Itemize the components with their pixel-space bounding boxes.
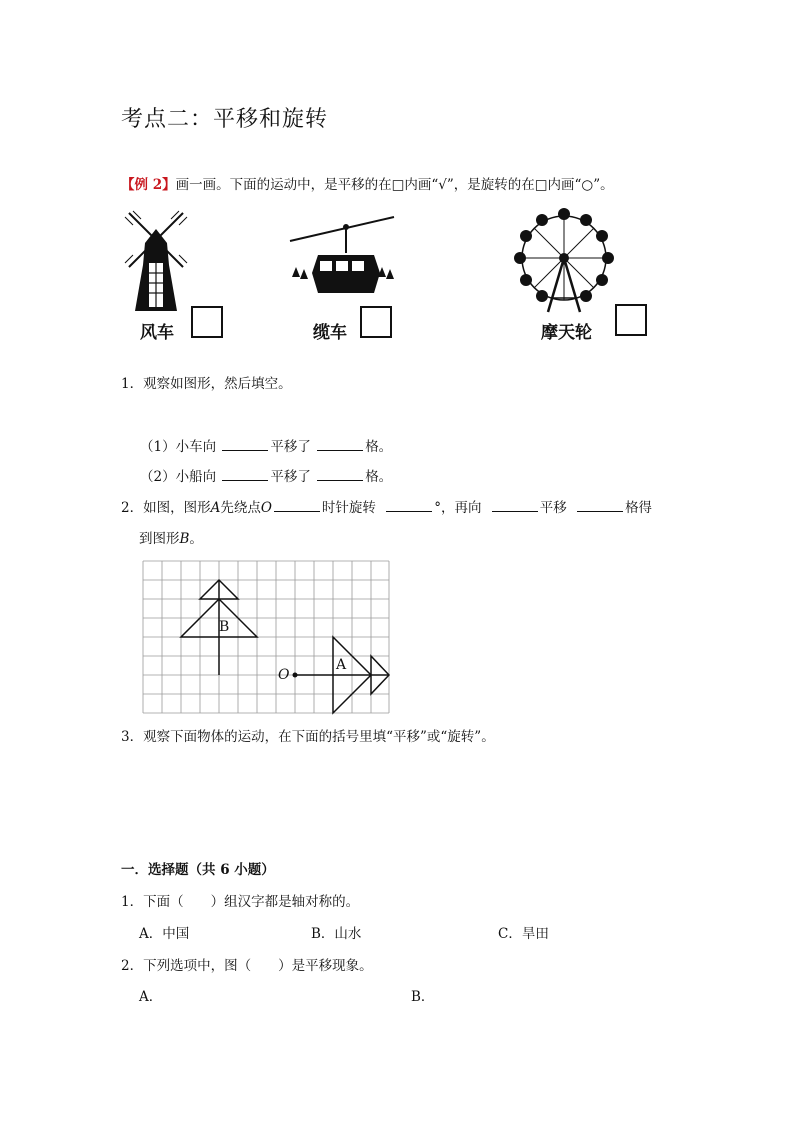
grid-label-a: A xyxy=(336,657,347,673)
question-number: 1． xyxy=(121,376,144,392)
question-text: 观察如图形，然后填空。 xyxy=(143,376,292,392)
q2-text-a: 如图，图形 xyxy=(143,500,211,516)
shape-b-label: B xyxy=(179,531,190,547)
ferris-wheel-figure xyxy=(508,206,618,316)
sub-end: 格。 xyxy=(365,439,393,455)
question-number: 2． xyxy=(121,958,144,974)
q2-text-f: 格得 xyxy=(625,500,653,516)
direction-blank[interactable] xyxy=(222,467,268,481)
question-2-line-1 xyxy=(121,498,652,517)
question-number: 2． xyxy=(121,500,144,516)
sub-mid: 平移了 xyxy=(270,439,311,455)
question-text: 观察下面物体的运动，在下面的括号里填“平移”或“旋转”。 xyxy=(143,729,495,745)
degree-blank[interactable] xyxy=(386,498,432,512)
windmill-figure xyxy=(121,207,191,317)
section-heading: 一．选择题（共 6 小题） xyxy=(121,862,275,878)
grid-count-blank[interactable] xyxy=(317,437,363,451)
grid-count-blank[interactable] xyxy=(317,467,363,481)
sub-mid: 平移了 xyxy=(270,469,311,485)
point-o-label: O xyxy=(260,500,272,516)
question-3 xyxy=(121,728,495,746)
question-number: 1． xyxy=(121,894,144,910)
point-o-marker xyxy=(293,673,298,678)
shape-a xyxy=(295,637,389,713)
direction-blank[interactable] xyxy=(222,437,268,451)
sub-label: （2）小船向 xyxy=(140,469,217,485)
shape-a-label: A xyxy=(210,500,221,516)
cable-car-caption: 缆车 xyxy=(313,323,347,343)
q2-text-d: ，再向 xyxy=(440,500,482,516)
q2-text-c: 时针旋转 xyxy=(321,500,376,516)
sub-label: （1）小车向 xyxy=(140,439,217,455)
option-b[interactable]: B．山水 xyxy=(311,926,362,942)
example-tag: 【例 2】 xyxy=(121,177,176,193)
windmill-caption: 风车 xyxy=(140,323,174,343)
sub-end: 格。 xyxy=(365,469,393,485)
grid-label-b: B xyxy=(219,619,230,635)
ferris-wheel-icon xyxy=(508,206,618,316)
grid-diagram xyxy=(141,559,391,715)
windmill-answer-box[interactable] xyxy=(191,306,223,338)
option-b[interactable]: B． xyxy=(411,989,435,1005)
direction-blank[interactable] xyxy=(492,498,538,512)
q2-text-e: 平移 xyxy=(539,500,567,516)
grid-label-o: O xyxy=(278,667,290,683)
clock-direction-blank[interactable] xyxy=(274,498,320,512)
option-c[interactable]: C．旱田 xyxy=(498,926,549,942)
mc-question-1 xyxy=(121,893,359,911)
cable-car-icon xyxy=(288,215,396,305)
mc-question-2 xyxy=(121,957,373,975)
question-1 xyxy=(121,375,292,393)
q2-text-g: 到图形 xyxy=(139,531,180,547)
q2-text-b: 先绕点 xyxy=(220,500,261,516)
q2-text-h: 。 xyxy=(189,531,203,547)
question-text: 下面（ ）组汉字都是轴对称的。 xyxy=(143,894,360,910)
degree-symbol: ° xyxy=(434,500,441,516)
ferris-wheel-answer-box[interactable] xyxy=(615,304,647,336)
ferris-wheel-caption: 摩天轮 xyxy=(541,323,592,343)
windmill-icon xyxy=(121,207,191,317)
rotation-grid-figure xyxy=(141,559,391,715)
example-text: 画一画。下面的运动中，是平移的在□内画“√”，是旋转的在□内画“○”。 xyxy=(175,177,614,193)
question-1-sub-1 xyxy=(140,437,392,456)
cable-car-figure xyxy=(288,215,396,305)
question-2-line-2 xyxy=(139,530,203,548)
question-text: 下列选项中，图（ ）是平移现象。 xyxy=(143,958,373,974)
option-a[interactable]: A． xyxy=(139,989,163,1005)
question-number: 3． xyxy=(121,729,144,745)
option-a[interactable]: A．中国 xyxy=(139,926,190,942)
cable-car-answer-box[interactable] xyxy=(360,306,392,338)
example-2-prompt xyxy=(121,176,614,194)
grid-count-blank[interactable] xyxy=(577,498,623,512)
question-1-sub-2 xyxy=(140,467,392,486)
page-title: 考点二：平移和旋转 xyxy=(121,107,329,132)
